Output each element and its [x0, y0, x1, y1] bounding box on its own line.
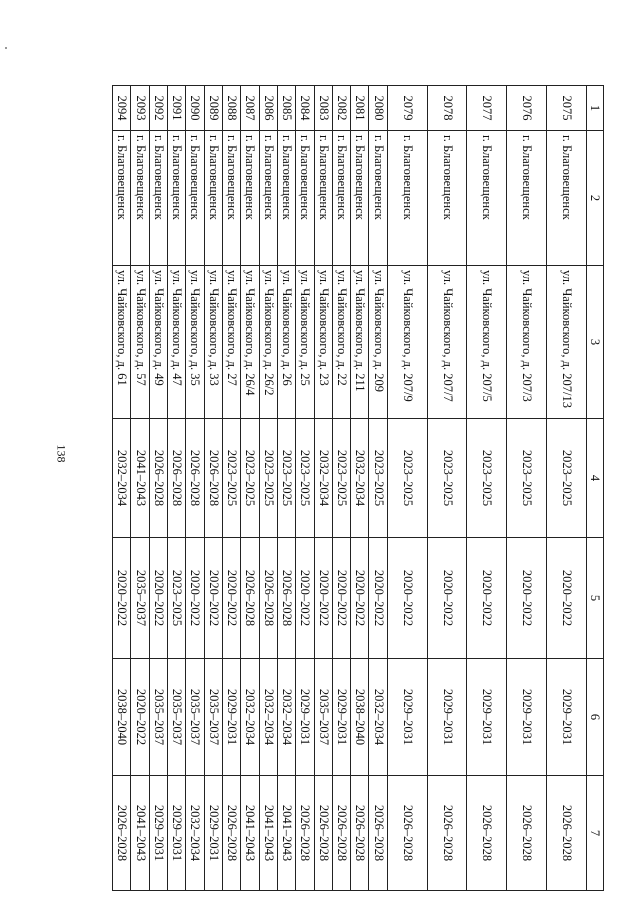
cell-address: ул. Чайковского, д. 207/3 — [507, 266, 547, 419]
cell-period-6: 2035–2037 — [186, 659, 204, 776]
cell-period-4: 2026–2028 — [204, 419, 222, 538]
cell-period-6: 2032–2034 — [369, 659, 387, 776]
schedule-table — [112, 85, 604, 891]
cell-period-4: 2023–2025 — [277, 419, 295, 538]
cell-period-4: 2023–2025 — [241, 419, 259, 538]
cell-period-5: 2026–2028 — [277, 538, 295, 659]
table-row — [296, 86, 314, 891]
table-row — [277, 86, 295, 891]
cell-period-4: 2023–2025 — [507, 419, 547, 538]
table-row — [241, 86, 259, 891]
table-row — [467, 86, 507, 891]
row-number: 2079 — [387, 86, 427, 131]
row-number: 2093 — [131, 86, 149, 131]
table-row — [222, 86, 240, 891]
table-row — [186, 86, 204, 891]
cell-city: г. Благовещенск — [427, 131, 467, 266]
cell-address: ул. Чайковского, д. 23 — [314, 266, 332, 419]
cell-address: ул. Чайковского, д. 207/9 — [387, 266, 427, 419]
cell-address: ул. Чайковского, д. 49 — [149, 266, 167, 419]
cell-city: г. Благовещенск — [507, 131, 547, 266]
cell-period-4: 2023–2025 — [547, 419, 587, 538]
cell-address: ул. Чайковского, д. 25 — [296, 266, 314, 419]
cell-address: ул. Чайковского, д. 207/13 — [547, 266, 587, 419]
row-number: 2081 — [351, 86, 369, 131]
row-number: 2082 — [332, 86, 350, 131]
table-body — [113, 86, 587, 891]
table-row — [314, 86, 332, 891]
cell-period-4: 2023–2025 — [259, 419, 277, 538]
table-container — [112, 85, 604, 862]
cell-period-5: 2023–2025 — [168, 538, 186, 659]
cell-period-7: 2026–2028 — [332, 776, 350, 891]
cell-period-6: 2029–2031 — [547, 659, 587, 776]
cell-period-5: 2020–2022 — [149, 538, 167, 659]
cell-period-6: 2029–2031 — [507, 659, 547, 776]
cell-address: ул. Чайковского, д. 211 — [351, 266, 369, 419]
cell-period-5: 2020–2022 — [296, 538, 314, 659]
cell-city: г. Благовещенск — [222, 131, 240, 266]
cell-period-6: 2035–2037 — [314, 659, 332, 776]
cell-address: ул. Чайковского, д. 61 — [113, 266, 131, 419]
cell-city: г. Благовещенск — [168, 131, 186, 266]
cell-period-7: 2026–2028 — [467, 776, 507, 891]
cell-city: г. Благовещенск — [467, 131, 507, 266]
cell-city: г. Благовещенск — [149, 131, 167, 266]
table-row — [507, 86, 547, 891]
cell-period-6: 2020–2022 — [131, 659, 149, 776]
row-number: 2090 — [186, 86, 204, 131]
cell-address: ул. Чайковского, д. 209 — [369, 266, 387, 419]
cell-city: г. Благовещенск — [204, 131, 222, 266]
cell-period-5: 2020–2022 — [314, 538, 332, 659]
table-row — [351, 86, 369, 891]
cell-period-5: 2020–2022 — [186, 538, 204, 659]
header-col-6: 6 — [587, 659, 604, 776]
cell-address: ул. Чайковского, д. 57 — [131, 266, 149, 419]
cell-period-5: 2035–2037 — [131, 538, 149, 659]
cell-period-6: 2029–2031 — [296, 659, 314, 776]
row-number: 2088 — [222, 86, 240, 131]
cell-city: г. Благовещенск — [369, 131, 387, 266]
cell-period-7: 2026–2028 — [547, 776, 587, 891]
cell-period-5: 2020–2022 — [351, 538, 369, 659]
cell-period-7: 2041–2043 — [259, 776, 277, 891]
cell-city: г. Благовещенск — [241, 131, 259, 266]
cell-period-5: 2020–2022 — [113, 538, 131, 659]
cell-period-5: 2020–2022 — [467, 538, 507, 659]
cell-address: ул. Чайковского, д. 207/5 — [467, 266, 507, 419]
cell-period-4: 2032–2034 — [113, 419, 131, 538]
header-col-3: 3 — [587, 266, 604, 419]
cell-address: ул. Чайковского, д. 47 — [168, 266, 186, 419]
scan-speck — [5, 47, 7, 49]
row-number: 2078 — [427, 86, 467, 131]
row-number: 2080 — [369, 86, 387, 131]
cell-period-7: 2026–2028 — [351, 776, 369, 891]
cell-period-4: 2023–2025 — [467, 419, 507, 538]
cell-period-5: 2026–2028 — [259, 538, 277, 659]
header-col-2: 2 — [587, 131, 604, 266]
row-number: 2091 — [168, 86, 186, 131]
cell-city: г. Благовещенск — [186, 131, 204, 266]
table-row — [427, 86, 467, 891]
table-row — [387, 86, 427, 891]
cell-period-5: 2026–2028 — [241, 538, 259, 659]
cell-city: г. Благовещенск — [547, 131, 587, 266]
cell-period-4: 2026–2028 — [149, 419, 167, 538]
cell-address: ул. Чайковского, д. 27 — [222, 266, 240, 419]
table-row — [332, 86, 350, 891]
page-number: 138 — [54, 444, 69, 463]
cell-period-7: 2029–2031 — [168, 776, 186, 891]
table-row — [259, 86, 277, 891]
cell-period-6: 2035–2037 — [168, 659, 186, 776]
header-col-4: 4 — [587, 419, 604, 538]
table-row — [113, 86, 131, 891]
table-row — [168, 86, 186, 891]
cell-period-6: 2032–2034 — [259, 659, 277, 776]
cell-period-6: 2038–2040 — [113, 659, 131, 776]
cell-period-5: 2020–2022 — [387, 538, 427, 659]
cell-city: г. Благовещенск — [131, 131, 149, 266]
cell-period-7: 2026–2028 — [427, 776, 467, 891]
cell-period-4: 2032–2034 — [314, 419, 332, 538]
cell-address: ул. Чайковского, д. 26 — [277, 266, 295, 419]
cell-address: ул. Чайковского, д. 26/4 — [241, 266, 259, 419]
cell-city: г. Благовещенск — [113, 131, 131, 266]
row-number: 2075 — [547, 86, 587, 131]
cell-period-4: 2032–2034 — [351, 419, 369, 538]
cell-period-6: 2029–2031 — [467, 659, 507, 776]
cell-period-7: 2026–2028 — [296, 776, 314, 891]
cell-period-4: 2023–2025 — [332, 419, 350, 538]
cell-period-5: 2020–2022 — [222, 538, 240, 659]
row-number: 2084 — [296, 86, 314, 131]
row-number: 2094 — [113, 86, 131, 131]
cell-period-6: 2029–2031 — [387, 659, 427, 776]
table-row — [204, 86, 222, 891]
header-col-1: 1 — [587, 86, 604, 131]
row-number: 2085 — [277, 86, 295, 131]
table-header — [587, 86, 604, 891]
header-col-5: 5 — [587, 538, 604, 659]
row-number: 2076 — [507, 86, 547, 131]
cell-period-4: 2023–2025 — [369, 419, 387, 538]
cell-period-5: 2020–2022 — [427, 538, 467, 659]
cell-period-7: 2032–2034 — [186, 776, 204, 891]
cell-period-7: 2041–2043 — [131, 776, 149, 891]
cell-city: г. Благовещенск — [314, 131, 332, 266]
table-row — [369, 86, 387, 891]
cell-city: г. Благовещенск — [387, 131, 427, 266]
cell-period-6: 2032–2034 — [241, 659, 259, 776]
cell-address: ул. Чайковского, д. 33 — [204, 266, 222, 419]
cell-period-4: 2023–2025 — [222, 419, 240, 538]
cell-period-5: 2020–2022 — [332, 538, 350, 659]
row-number: 2077 — [467, 86, 507, 131]
cell-period-7: 2029–2031 — [204, 776, 222, 891]
cell-period-6: 2038–2040 — [351, 659, 369, 776]
row-number: 2083 — [314, 86, 332, 131]
cell-period-7: 2026–2028 — [222, 776, 240, 891]
cell-city: г. Благовещенск — [259, 131, 277, 266]
cell-period-7: 2041–2043 — [277, 776, 295, 891]
cell-period-6: 2035–2037 — [149, 659, 167, 776]
cell-period-4: 2026–2028 — [186, 419, 204, 538]
cell-city: г. Благовещенск — [277, 131, 295, 266]
row-number: 2089 — [204, 86, 222, 131]
cell-period-6: 2029–2031 — [222, 659, 240, 776]
cell-city: г. Благовещенск — [296, 131, 314, 266]
cell-period-5: 2020–2022 — [547, 538, 587, 659]
header-row — [587, 86, 604, 891]
cell-period-6: 2029–2031 — [332, 659, 350, 776]
cell-city: г. Благовещенск — [351, 131, 369, 266]
cell-period-5: 2020–2022 — [369, 538, 387, 659]
cell-period-6: 2029–2031 — [427, 659, 467, 776]
cell-period-5: 2020–2022 — [507, 538, 547, 659]
cell-address: ул. Чайковского, д. 26/2 — [259, 266, 277, 419]
cell-address: ул. Чайковского, д. 207/7 — [427, 266, 467, 419]
table-row — [547, 86, 587, 891]
cell-period-6: 2032–2034 — [277, 659, 295, 776]
row-number: 2092 — [149, 86, 167, 131]
cell-period-4: 2023–2025 — [387, 419, 427, 538]
table-row — [149, 86, 167, 891]
cell-period-7: 2026–2028 — [369, 776, 387, 891]
row-number: 2086 — [259, 86, 277, 131]
cell-address: ул. Чайковского, д. 22 — [332, 266, 350, 419]
cell-period-4: 2023–2025 — [427, 419, 467, 538]
cell-period-7: 2026–2028 — [507, 776, 547, 891]
cell-period-7: 2029–2031 — [149, 776, 167, 891]
cell-period-7: 2026–2028 — [387, 776, 427, 891]
cell-period-4: 2041–2043 — [131, 419, 149, 538]
cell-address: ул. Чайковского, д. 35 — [186, 266, 204, 419]
row-number: 2087 — [241, 86, 259, 131]
cell-period-4: 2026–2028 — [168, 419, 186, 538]
cell-city: г. Благовещенск — [332, 131, 350, 266]
header-col-7: 7 — [587, 776, 604, 891]
cell-period-4: 2023–2025 — [296, 419, 314, 538]
cell-period-7: 2026–2028 — [113, 776, 131, 891]
cell-period-7: 2041–2043 — [241, 776, 259, 891]
cell-period-5: 2020–2022 — [204, 538, 222, 659]
cell-period-7: 2026–2028 — [314, 776, 332, 891]
table-row — [131, 86, 149, 891]
cell-period-6: 2035–2037 — [204, 659, 222, 776]
